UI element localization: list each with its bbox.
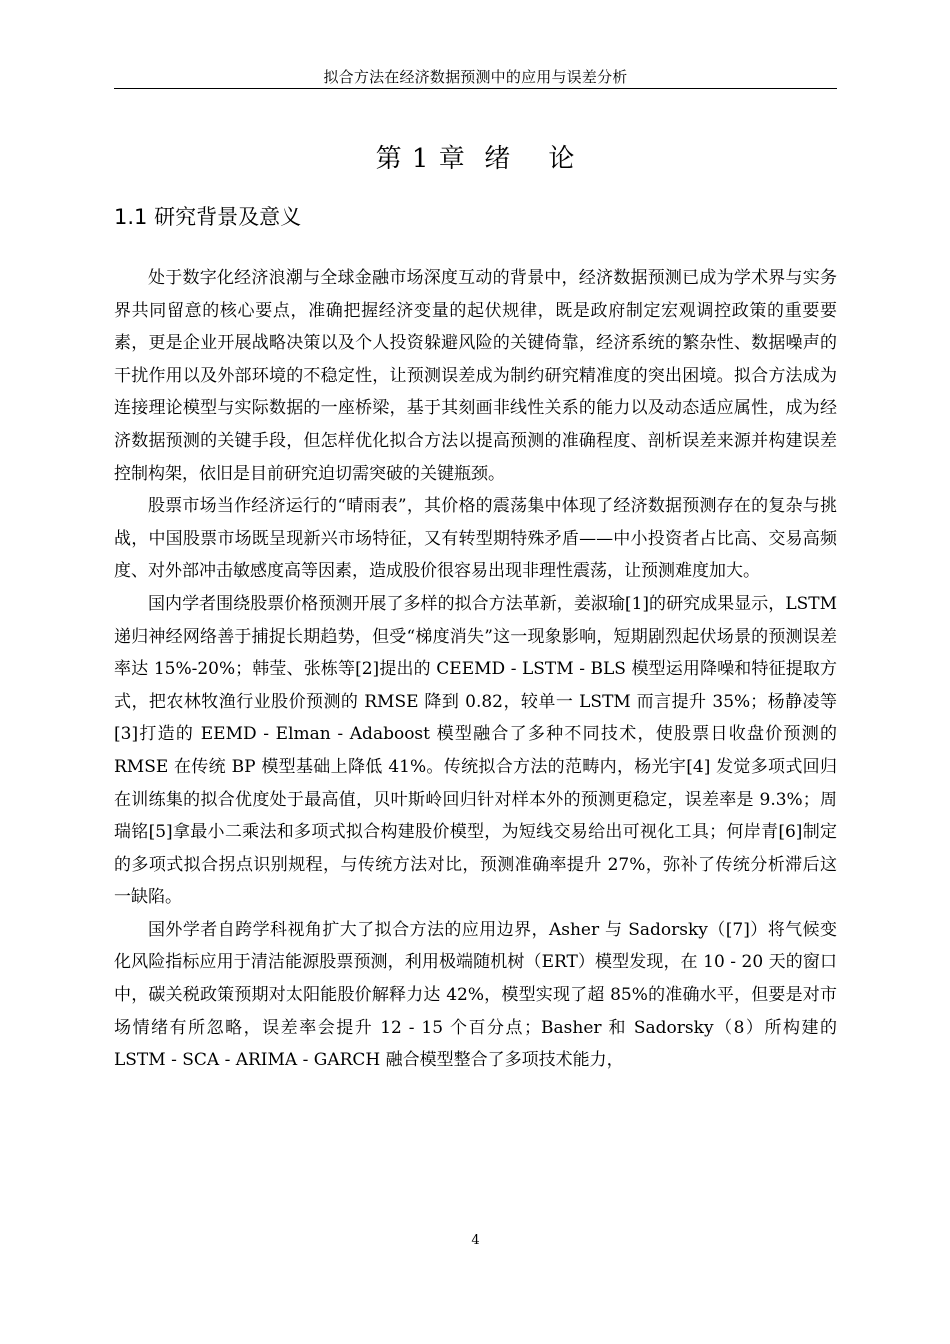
paragraph: 处于数字化经济浪潮与全球金融市场深度互动的背景中，经济数据预测已成为学术界与实务界共同留意的核心要点，准确把握经济变量的起伏规律，既是政府制定宏观调控政策的重要要素，更是企业开展战略决策以及个人投资躲避风险的关键倚靠，经济系统的繁杂性、数据噪声的干扰作用以及外部环境的不稳定性，让预测误差成为制约研究精准度的突出困境。拟合方法成为连接理论模型与实际数据的一座桥梁，基于其刻画非线性关系的能力以及动态适应属性，成为经济数据预测的关键手段，但怎样优化拟合方法以提高预测的准确程度、剖析误差来源并构建误差控制构架，依旧是目前研究迫切需突破的关键瓶颈。 (114, 268, 837, 484)
section-heading: 1.1 研究背景及意义 (114, 205, 302, 229)
paragraph: 国内学者围绕股票价格预测开展了多样的拟合方法革新，姜淑瑜[1]的研究成果显示，LSTM 递归神经网络善于捕捉长期趋势，但受“梯度消失”这一现象影响，短期剧烈起伏场景的预测误差率达 15%-20%；韩莹、张栋等[2]提出的 CEEMD - LSTM - BLS 模型运用降噪和特征提取方式，把农林牧渔行业股价预测的 RMSE 降到 0.82，较单一 LSTM 而言提升 35%；杨静凌等[3]打造的 EEMD - Elman - Adaboost 模型融合了多种不同技术，使股票日收盘价预测的 RMSE 在传统 BP 模型基础上降低 41%。传统拟合方法的范畴内，杨光宇[4] 发觉多项式回归在训练集的拟合优度处于最高值，贝叶斯岭回归针对样本外的预测更稳定，误差率是 9.3%；周瑞铭[5]拿最小二乘法和多项式拟合构建股价模型，为短线交易给出可视化工具；何岸青[6]制定的多项式拟合拐点识别规程，与传统方法对比，预测准确率提升 27%，弥补了传统分析滞后这一缺陷。 (114, 593, 837, 908)
header-rule (114, 88, 837, 89)
paragraph: 国外学者自跨学科视角扩大了拟合方法的应用边界，Asher 与 Sadorsky（[7]）将气候变化风险指标应用于清洁能源股票预测，利用极端随机树（ERT）模型发现，在 10 - 20 天的窗口中，碳关税政策预期对太阳能股价解释力达 42%，模型实现了超 85%的准确水平，但要是对市场情绪有所忽略，误差率会提升 12 - 15 个百分点；Basher 和 Sadorsky（8）所构建的 LSTM - SCA - ARIMA - GARCH 融合模型整合了多项技术能力， (114, 919, 837, 1071)
chapter-title: 第 1 章 绪 论 (375, 144, 576, 174)
running-header: 拟合方法在经济数据预测中的应用与误差分析 (323, 68, 628, 86)
body-text (114, 262, 837, 1077)
page-number: 4 (471, 1233, 480, 1248)
paragraph: 股票市场当作经济运行的“晴雨表”，其价格的震荡集中体现了经济数据预测存在的复杂与挑战，中国股票市场既呈现新兴市场特征，又有转型期特殊矛盾——中小投资者占比高、交易高频度、对外部冲击敏感度高等因素，造成股价很容易出现非理性震荡，让预测难度加大。 (114, 496, 837, 582)
